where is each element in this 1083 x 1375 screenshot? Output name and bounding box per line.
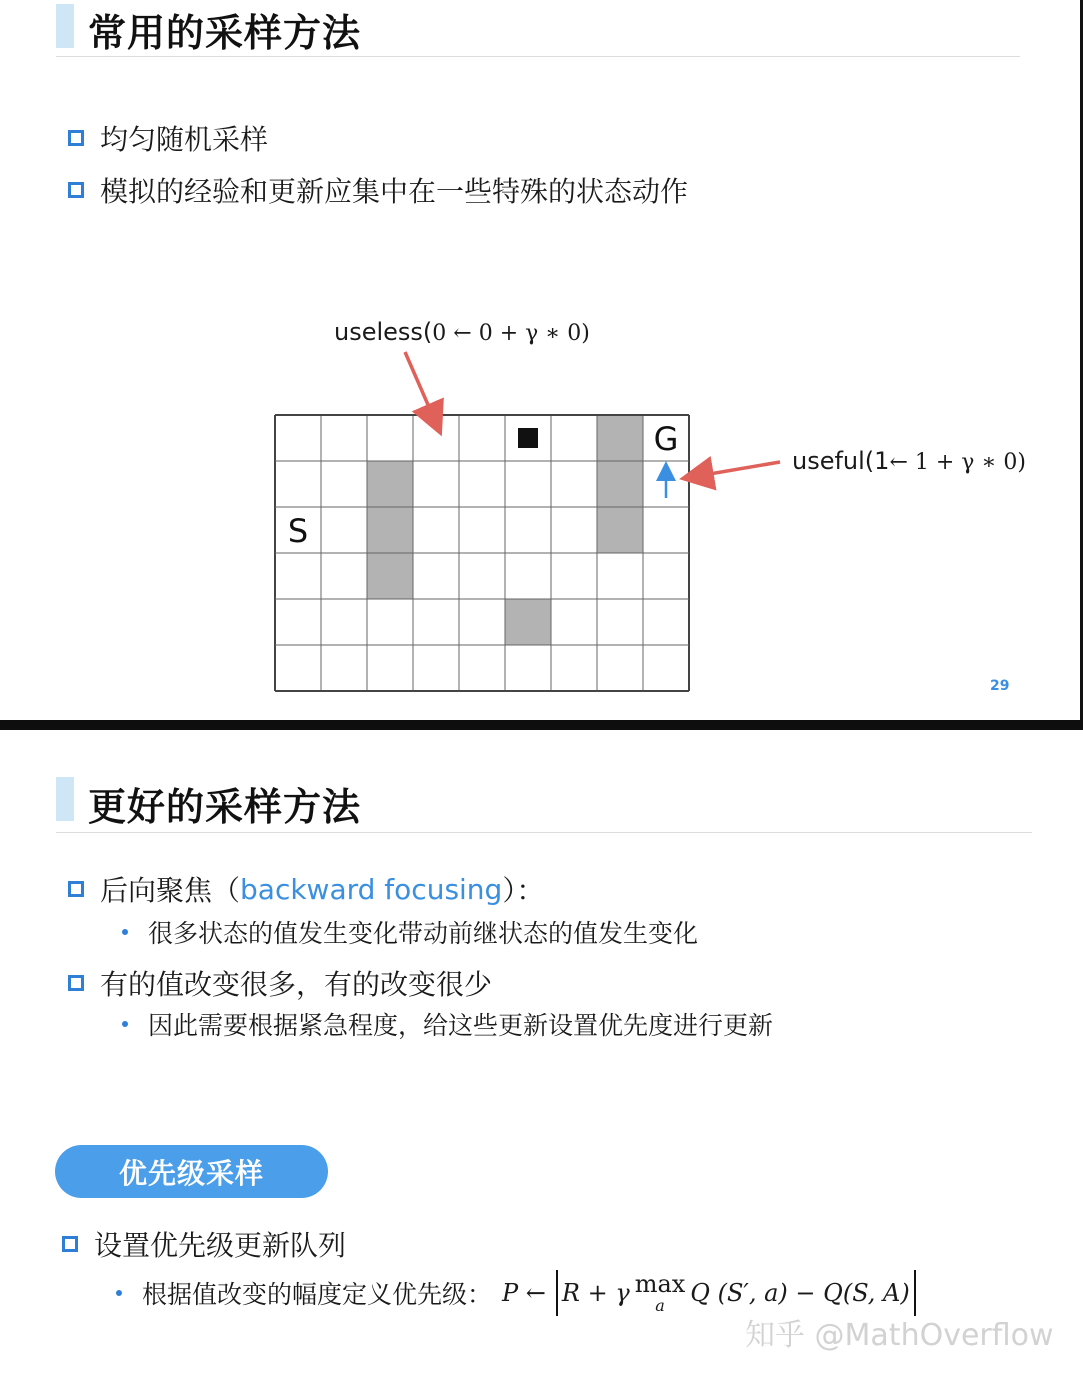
formula-part1: R + γ — [561, 1279, 630, 1307]
useless-arrow-icon — [405, 352, 439, 430]
formula-part2: Q (S′, a) − Q(S, A) — [690, 1279, 910, 1307]
title-accent-bar — [56, 777, 74, 821]
bullet-text: 模拟的经验和更新应集中在一些特殊的状态动作 — [100, 175, 689, 208]
sub-bullet-urgency — [122, 1006, 773, 1042]
goal-label: G — [653, 420, 679, 458]
square-bullet-icon — [68, 881, 84, 897]
watermark: 知乎 @MathOverflow — [745, 1318, 1054, 1353]
slide-separator — [0, 720, 1083, 730]
slide-better-sampling — [0, 730, 1083, 1375]
bullet-text: 均匀随机采样 — [100, 123, 269, 156]
sub-bullet-predecessor — [122, 914, 698, 950]
useful-label: useful(1 — [792, 447, 890, 475]
sub-text: 根据值改变的幅度定义优先级： — [142, 1280, 493, 1309]
useful-math: ← 1 + γ ∗ 0) — [889, 450, 1026, 475]
slide1-title: 常用的采样方法 — [88, 11, 362, 55]
square-bullet-icon — [62, 1236, 78, 1252]
useful-arrow-icon — [686, 462, 780, 478]
sub-text: 很多状态的值发生变化带动前继状态的值发生变化 — [148, 919, 699, 948]
slide2-title: 更好的采样方法 — [88, 785, 362, 829]
useless-label: useless( — [334, 318, 433, 346]
bullet-priority-queue — [62, 1224, 346, 1264]
bullet-highlight: backward focusing — [240, 872, 503, 906]
bullet-text: 设置优先级更新队列 — [94, 1229, 347, 1262]
formula-max-word: max — [634, 1270, 686, 1298]
bullet-text: 有的值改变很多，有的改变很少 — [100, 968, 493, 1001]
bullet-value-change — [68, 963, 492, 1003]
formula-max-sub: a — [655, 1296, 665, 1315]
bullet-backward-focusing — [68, 869, 544, 909]
dot-bullet-icon — [122, 929, 128, 935]
dot-bullet-icon — [122, 1021, 128, 1027]
start-label: S — [287, 512, 309, 550]
bullet-prefix: 后向聚焦（ — [100, 874, 241, 907]
abs-bar-left — [556, 1270, 558, 1316]
square-bullet-icon — [68, 975, 84, 991]
page-number: 29 — [990, 678, 1010, 694]
bullet-suffix: ）： — [502, 874, 545, 907]
formula-max — [635, 1272, 686, 1314]
useless-math: 0 ← 0 + γ ∗ 0) — [432, 321, 590, 346]
sub-text: 因此需要根据紧急程度，给这些更新设置优先度进行更新 — [148, 1011, 774, 1040]
dot-bullet-icon — [116, 1290, 122, 1296]
title-rule — [56, 832, 1032, 833]
formula-lhs: P ← — [502, 1279, 546, 1307]
priority-sampling-badge: 优先级采样 — [55, 1145, 328, 1198]
